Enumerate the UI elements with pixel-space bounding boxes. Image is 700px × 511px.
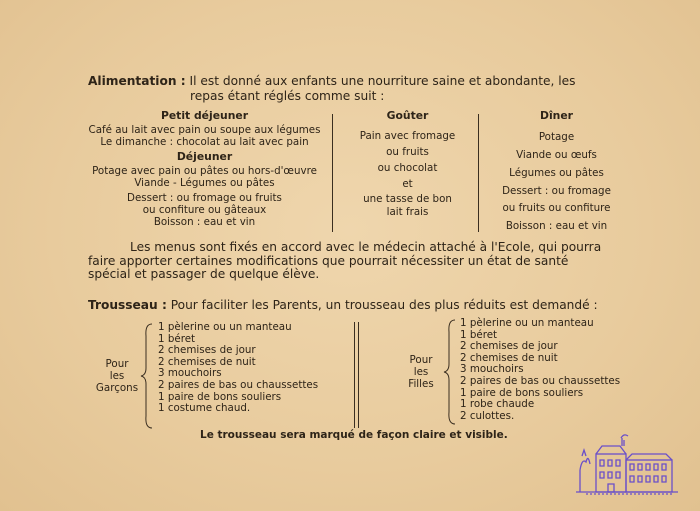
alimentation-text-1: Il est donné aux enfants une nourriture saine et abondante, les [189,74,576,88]
list-item: 2 paires de bas ou chaussettes [460,374,621,387]
list-item: 3 mouchoirs [460,363,524,376]
filles-brace [443,318,457,426]
list-item: 1 béret [158,332,196,345]
gouter-line: Pain avec fromage [359,130,456,142]
trousseau-intro: Pour faciliter les Parents, un trousseau des plus réduits est demandé : [170,298,598,312]
dejeuner-line: ou confiture ou gâteaux [142,204,267,216]
garcons-items [158,322,318,415]
gouter-title: Goûter [386,109,429,122]
garcons-brace [140,322,154,430]
list-item: 1 costume chaud. [158,402,251,415]
trousseau-divider [354,322,355,428]
garcons-label-line: Pour [105,358,129,370]
petit-dejeuner-title: Petit déjeuner [160,109,249,122]
filles-items [460,318,620,422]
diner-line: Boisson : eau et vin [505,220,608,232]
dejeuner-title: Déjeuner [176,150,233,163]
filles-label-line: les [413,366,429,378]
diner-title: Dîner [540,109,573,122]
trousseau-footer: Le trousseau sera marqué de façon claire et visible. [200,429,508,441]
menus-note-line-3: spécial et passager de quelque élève. [88,267,320,281]
list-item: 1 pèlerine ou un manteau [460,317,594,329]
diner-line: Légumes ou pâtes [509,167,604,179]
trousseau-divider [358,322,359,428]
petit-dejeuner-line: Le dimanche : chocolat au lait avec pain [100,136,309,148]
list-item: 2 chemises de nuit [158,355,256,368]
list-item: 1 robe chaude [460,398,535,411]
meal-column-breakfast-lunch [82,110,327,228]
dejeuner-line: Potage avec pain ou pâtes ou hors-d'œuvre [92,165,317,177]
gouter-line: et [402,178,413,190]
gouter-line: une tasse de bon [363,193,452,205]
diner-line: Viande ou œufs [516,149,597,161]
list-item: 2 paires de bas ou chaussettes [158,378,319,391]
filles-label-line: Pour [409,354,433,366]
petit-dejeuner-line: Café au lait avec pain ou soupe aux légumes [88,124,321,136]
list-item: 3 mouchoirs [158,367,222,380]
menus-note-line-1: Les menus sont fixés en accord avec le médecin attaché à l'Ecole, qui pourra [130,240,602,254]
diner-line: ou fruits ou confiture [502,202,611,214]
trousseau-line [88,298,598,312]
trousseau-heading: Trousseau : [88,298,167,312]
alimentation-heading: Alimentation : [88,74,186,88]
list-item: 1 béret [460,328,498,341]
list-item: 1 paire de bons souliers [158,390,282,403]
gouter-line: lait frais [386,206,429,218]
list-item: 2 chemises de jour [158,344,256,357]
list-item: 2 chemises de jour [460,340,558,353]
garcons-label-line: Garçons [95,382,139,394]
menus-note-line-2: faire apporter certaines modifications que pourrait nécessiter un état de santé [88,254,569,268]
diner-line: Potage [538,131,575,143]
gouter-line: ou fruits [386,146,429,158]
gouter-line: ou chocolat [377,162,438,174]
filles-label [396,354,446,390]
alimentation-line-2: repas étant réglés comme suit : [190,89,385,103]
list-item: 2 culottes. [460,409,515,422]
garcons-label-line: les [109,370,125,382]
building-stamp-icon [572,430,682,500]
list-item: 2 chemises de nuit [460,351,558,364]
meal-column-diner [484,110,629,236]
meal-column-gouter [340,110,475,218]
dejeuner-line: Boisson : eau et vin [153,216,256,228]
dejeuner-line: Viande - Légumes ou pâtes [134,177,275,189]
diner-line: Dessert : ou fromage [502,185,611,197]
filles-label-line: Filles [408,378,434,390]
list-item: 1 pèlerine ou un manteau [158,321,292,333]
column-divider [478,114,479,232]
alimentation-line-1 [88,74,575,88]
garcons-label [92,358,142,394]
dejeuner-line: Dessert : ou fromage ou fruits [127,192,282,204]
column-divider [332,114,333,232]
list-item: 1 paire de bons souliers [460,386,584,399]
